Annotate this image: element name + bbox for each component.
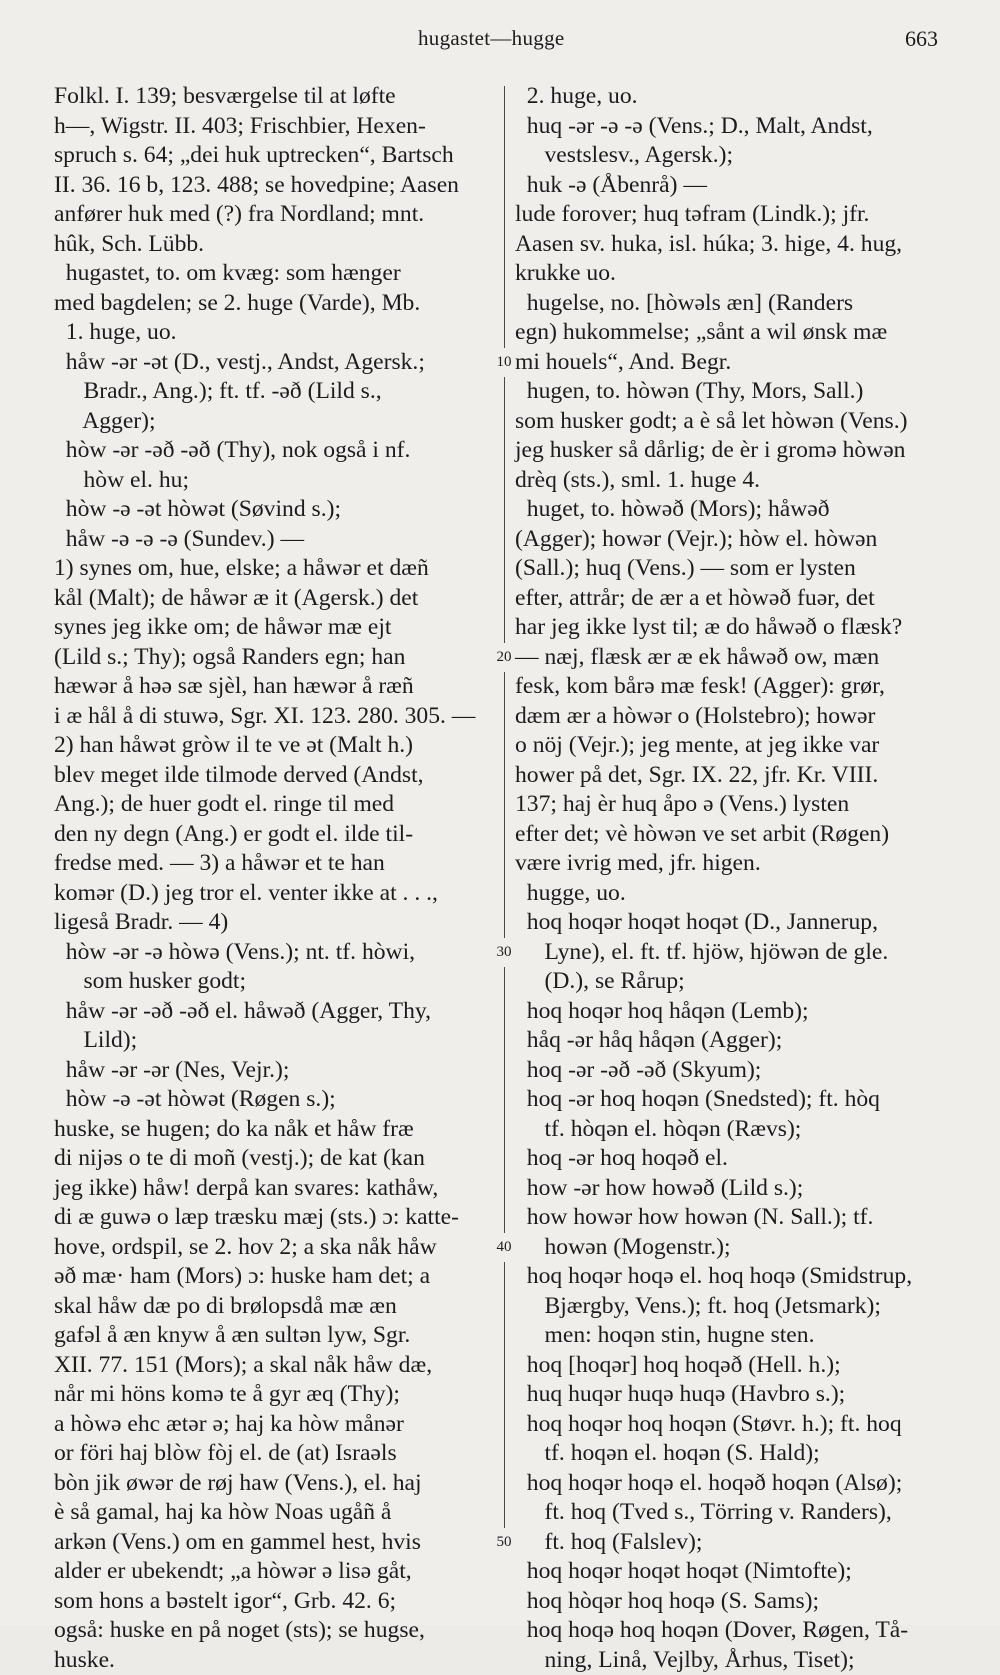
text-line: how -ər how howəð (Lild s.); [515, 1174, 950, 1204]
text-line: hoq hoqə hoq hoqən (Dover, Røgen, Tå- [515, 1616, 950, 1646]
text-line: håq -ər håq håqən (Agger); [515, 1026, 950, 1056]
text-line: håw -ər -ər (Nes, Vejr.); [54, 1056, 499, 1086]
text-line: har jeg ikke lyst til; æ do håwəð o flæsk? [515, 613, 950, 643]
text-line: Bjærgby, Vens.); ft. hoq (Jetsmark); [515, 1292, 950, 1322]
running-title: hugastet—hugge [418, 26, 565, 51]
text-line: mi houels“, And. Begr. [515, 348, 950, 378]
text-line: ft. hoq (Falslev); [515, 1528, 950, 1558]
text-line: alder er ubekendt; „a hòwər ə lisə gåt, [54, 1557, 499, 1587]
text-line: (Sall.); huq (Vens.) — som er lysten [515, 554, 950, 584]
text-line: hoq -ər hoq hoqən (Snedsted); ft. hòq [515, 1085, 950, 1115]
text-line: hoq hoqər hoqə el. hoqəð hoqən (Alsø); [515, 1469, 950, 1499]
text-line: bòn jik øwər de røj haw (Vens.), el. haj [54, 1469, 499, 1499]
text-line: fredse med. — 3) a håwər et te han [54, 849, 499, 879]
text-line: Aasen sv. huka, isl. húka; 3. hige, 4. hug, [515, 230, 950, 260]
text-line: efter, attrår; de ær a et hòwəð fuər, det [515, 584, 950, 614]
text-line: huk -ə (Åbenrå) — [515, 171, 950, 201]
text-line: howən (Mogenstr.); [515, 1233, 950, 1263]
text-line: som husker godt; a è så let hòwən (Vens.) [515, 407, 950, 437]
text-line: hòw el. hu; [54, 466, 499, 496]
text-line: hove, ordspil, se 2. hov 2; a ska nåk håw [54, 1233, 499, 1263]
text-line: dæm ær a hòwər o (Holstebro); howər [515, 702, 950, 732]
text-line: hugen, to. hòwən (Thy, Mors, Sall.) [515, 377, 950, 407]
text-line: hoq hoqər hoq hoqən (Støvr. h.); ft. hoq [515, 1410, 950, 1440]
text-line: med bagdelen; se 2. huge (Varde), Mb. [54, 289, 499, 319]
text-line: Bradr., Ang.); ft. tf. -əð (Lild s., [54, 377, 499, 407]
text-line: hoq [hoqər] hoq hoqəð (Hell. h.); [515, 1351, 950, 1381]
text-line: di æ guwə o læp træsku mæj (sts.) ɔ: katte- [54, 1203, 499, 1233]
text-line: hûk, Sch. Lübb. [54, 230, 499, 260]
text-line: hoq hoqər hoqət hoqət (Nimtofte); [515, 1557, 950, 1587]
line-number: 20 [490, 643, 518, 673]
page-header [0, 26, 1000, 56]
text-line: i æ hål å di stuwə, Sgr. XI. 123. 280. 305. — [54, 702, 499, 732]
text-line: Ang.); de huer godt el. ringe til med [54, 790, 499, 820]
text-line: vestslesv., Agersk.); [515, 141, 950, 171]
text-line: huske. [54, 1646, 499, 1675]
text-line: være ivrig med, jfr. higen. [515, 849, 950, 879]
text-line: hoq hoqər hoqət hoqət (D., Jannerup, [515, 908, 950, 938]
text-line: hugastet, to. om kvæg: som hænger [54, 259, 499, 289]
text-line: ft. hoq (Tved s., Törring v. Randers), [515, 1498, 950, 1528]
text-line: den ny degn (Ang.) er godt el. ilde til- [54, 820, 499, 850]
text-line: 137; haj èr huq åpo ə (Vens.) lysten [515, 790, 950, 820]
text-line: hòw -ə -ət hòwət (Søvind s.); [54, 495, 499, 525]
text-line: hoq hoqər hoq håqən (Lemb); [515, 997, 950, 1027]
column-divider [504, 86, 505, 1541]
text-line: how howər how howən (N. Sall.); tf. [515, 1203, 950, 1233]
text-line: arkən (Vens.) om en gammel hest, hvis [54, 1528, 499, 1558]
text-line: også: huske en på noget (sts); se hugse, [54, 1616, 499, 1646]
text-line: hòw -ə -ət hòwət (Røgen s.); [54, 1085, 499, 1115]
line-number: 40 [490, 1233, 518, 1263]
text-line: men: hoqən stin, hugne sten. [515, 1321, 950, 1351]
text-line: hugelse, no. [hòwəls æn] (Randers [515, 289, 950, 319]
text-line: 1. huge, uo. [54, 318, 499, 348]
text-line: håw -ər -ət (D., vestj., Andst, Agersk.; [54, 348, 499, 378]
text-line: è så gamal, haj ka hòw Noas ugåñ å [54, 1498, 499, 1528]
text-line: Lyne), el. ft. tf. hjöw, hjöwən de gle. [515, 938, 950, 968]
line-number: 10 [490, 348, 518, 378]
text-line: hower på det, Sgr. IX. 22, jfr. Kr. VIII. [515, 761, 950, 791]
text-line: huske, se hugen; do ka nåk et håw fræ [54, 1115, 499, 1145]
text-line: XII. 77. 151 (Mors); a skal nåk håw dæ, [54, 1351, 499, 1381]
text-line: o nöj (Vejr.); jeg mente, at jeg ikke var [515, 731, 950, 761]
text-line: (Agger); howər (Vejr.); hòw el. hòwən [515, 525, 950, 555]
text-line: hoq -ər hoq hoqəð el. [515, 1144, 950, 1174]
text-line: huq huqər huqə huqə (Havbro s.); [515, 1380, 950, 1410]
text-line: som hons a bəstelt igor“, Grb. 42. 6; [54, 1587, 499, 1617]
text-line: 2. huge, uo. [515, 82, 950, 112]
text-line: hoq -ər -əð -əð (Skyum); [515, 1056, 950, 1086]
page-number: 663 [905, 26, 938, 52]
text-line: (Lild s.; Thy); også Randers egn; han [54, 643, 499, 673]
text-line: Folkl. I. 139; besværgelse til at løfte [54, 82, 499, 112]
text-line: hoq hoqər hoqə el. hoq hoqə (Smidstrup, [515, 1262, 950, 1292]
text-line: hòw -ər -əð -əð (Thy), nok også i nf. [54, 436, 499, 466]
text-line: fesk, kom bårə mæ fesk! (Agger): grør, [515, 672, 950, 702]
text-line: krukke uo. [515, 259, 950, 289]
text-line: tf. hoqən el. hoqən (S. Hald); [515, 1439, 950, 1469]
text-line: hoq hòqər hoq hoqə (S. Sams); [515, 1587, 950, 1617]
text-line: blev meget ilde tilmode derved (Andst, [54, 761, 499, 791]
right-column [515, 82, 950, 1675]
text-line: jeg ikke) håw! derpå kan svares: kathåw, [54, 1174, 499, 1204]
text-line: som husker godt; [54, 967, 499, 997]
text-line: 1) synes om, hue, elske; a håwər et dæñ [54, 554, 499, 584]
text-line: lude forover; huq təfram (Lindk.); jfr. [515, 200, 950, 230]
text-line: komər (D.) jeg tror el. venter ikke at . . ., [54, 879, 499, 909]
text-line: synes jeg ikke om; de håwər mæ ejt [54, 613, 499, 643]
text-line: 2) han håwət gròw il te ve ət (Malt h.) [54, 731, 499, 761]
text-line: di nijəs o te di moñ (vestj.); de kat (kan [54, 1144, 499, 1174]
text-line: Agger); [54, 407, 499, 437]
text-line: håw -ə -ə -ə (Sundev.) — [54, 525, 499, 555]
text-line: egn) hukommelse; „sånt a wil ønsk mæ [515, 318, 950, 348]
text-line: hæwər å həə sæ sjèl, han hæwər å ræñ [54, 672, 499, 702]
text-line: jeg husker så dårlig; de èr i gromə hòwən [515, 436, 950, 466]
text-line: gafəl å æn knyw å æn sultən lyw, Sgr. [54, 1321, 499, 1351]
text-line: or föri haj blòw fòj el. de (at) Israəls [54, 1439, 499, 1469]
line-number: 30 [490, 938, 518, 968]
text-line: tf. hòqən el. hòqən (Rævs); [515, 1115, 950, 1145]
text-line: — næj, flæsk ær æ ek håwəð ow, mæn [515, 643, 950, 673]
text-line: drèq (sts.), sml. 1. huge 4. [515, 466, 950, 496]
text-line: når mi höns komə te å gyr æq (Thy); [54, 1380, 499, 1410]
text-line: II. 36. 16 b, 123. 488; se hovedpine; Aasen [54, 171, 499, 201]
text-line: hòw -ər -ə hòwə (Vens.); nt. tf. hòwi, [54, 938, 499, 968]
text-line: spruch s. 64; „dei huk uptrecken“, Bartsch [54, 141, 499, 171]
text-line: Lild); [54, 1026, 499, 1056]
text-line: h—, Wigstr. II. 403; Frischbier, Hexen- [54, 112, 499, 142]
text-line: ning, Linå, Vejlby, Århus, Tiset); [515, 1646, 950, 1675]
text-line: (D.), se Rårup; [515, 967, 950, 997]
text-line: skal håw dæ po di brølopsdå mæ æn [54, 1292, 499, 1322]
line-number: 50 [490, 1528, 518, 1558]
text-line: huget, to. hòwəð (Mors); håwəð [515, 495, 950, 525]
text-line: anfører huk med (?) fra Nordland; mnt. [54, 200, 499, 230]
text-line: a hòwə ehc ætər ə; haj ka hòw månər [54, 1410, 499, 1440]
text-line: ligeså Bradr. — 4) [54, 908, 499, 938]
text-line: kål (Malt); de håwər æ it (Agersk.) det [54, 584, 499, 614]
text-line: əð mæ· ham (Mors) ɔ: huske ham det; a [54, 1262, 499, 1292]
text-line: efter det; vè hòwən ve set arbit (Røgen) [515, 820, 950, 850]
text-line: hugge, uo. [515, 879, 950, 909]
text-line: huq -ər -ə -ə (Vens.; D., Malt, Andst, [515, 112, 950, 142]
left-column [54, 82, 499, 1675]
text-line: håw -ər -əð -əð el. håwəð (Agger, Thy, [54, 997, 499, 1027]
